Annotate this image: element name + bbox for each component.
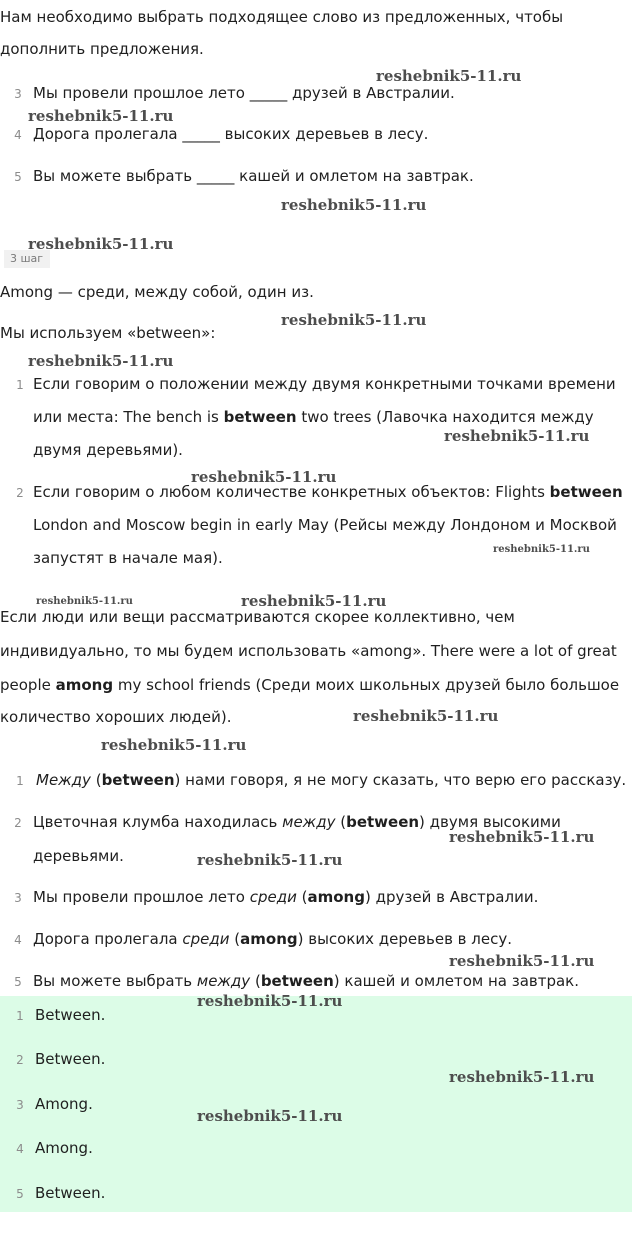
watermark: reshebnik5-11.ru	[191, 468, 337, 486]
rule-line: двумя деревьями).	[33, 441, 183, 459]
paragraph-line: people among my school friends (Среди моих школьных друзей было большое	[0, 676, 620, 694]
watermark: reshebnik5-11.ru	[197, 992, 343, 1010]
watermark: reshebnik5-11.ru	[493, 544, 590, 555]
watermark: reshebnik5-11.ru	[449, 952, 595, 970]
watermark: reshebnik5-11.ru	[197, 1107, 343, 1125]
solved-item: Дорога пролегала среди (among) высоких деревьев в лесу.	[33, 930, 512, 948]
between-intro: Мы используем «between»:	[0, 324, 216, 342]
watermark: reshebnik5-11.ru	[376, 67, 522, 85]
answer-number: 3	[16, 1098, 24, 1112]
task-item: Мы провели прошлое лето _____ друзей в Австралии.	[33, 84, 455, 102]
solved-item: Цветочная клумба находилась между (between) двумя высокими	[33, 813, 561, 831]
answer-item: Among.	[35, 1139, 93, 1157]
intro-line-1: Нам необходимо выбрать подходящее слово из предложенных, чтобы	[0, 8, 564, 26]
solved-item-continuation: деревьями.	[33, 847, 124, 865]
rule-line: Если говорим о любом количестве конкретных объектов: Flights between	[33, 483, 623, 501]
rule-line: запустят в начале мая).	[33, 549, 223, 567]
rule-line: или места: The bench is between two trees (Лавочка находится между	[33, 408, 594, 426]
answer-item: Between.	[35, 1006, 106, 1024]
answer-number: 2	[16, 1053, 24, 1067]
rule-line: London and Moscow begin in early May (Рейсы между Лондоном и Москвой	[33, 516, 617, 534]
answer-item: Between.	[35, 1050, 106, 1068]
solved-number: 3	[14, 891, 22, 905]
watermark: reshebnik5-11.ru	[281, 196, 427, 214]
answer-item: Between.	[35, 1184, 106, 1202]
answer-number: 1	[16, 1009, 24, 1023]
watermark: reshebnik5-11.ru	[353, 707, 499, 725]
rule-line: Если говорим о положении между двумя конкретными точками времени	[33, 375, 616, 393]
task-number: 3	[14, 87, 22, 101]
task-number: 4	[14, 128, 22, 142]
watermark: reshebnik5-11.ru	[449, 828, 595, 846]
solved-number: 4	[14, 933, 22, 947]
watermark: reshebnik5-11.ru	[197, 851, 343, 869]
watermark: reshebnik5-11.ru	[241, 592, 387, 610]
rule-number: 1	[16, 378, 24, 392]
task-item: Дорога пролегала _____ высоких деревьев в лесу.	[33, 125, 429, 143]
watermark: reshebnik5-11.ru	[449, 1068, 595, 1086]
solved-item: Мы провели прошлое лето среди (among) друзей в Австралии.	[33, 888, 539, 906]
watermark: reshebnik5-11.ru	[281, 311, 427, 329]
answer-number: 5	[16, 1187, 24, 1201]
answer-item: Among.	[35, 1095, 93, 1113]
watermark: reshebnik5-11.ru	[28, 107, 174, 125]
watermark: reshebnik5-11.ru	[444, 427, 590, 445]
watermark: reshebnik5-11.ru	[101, 736, 247, 754]
paragraph-line: количество хороших людей).	[0, 708, 232, 726]
paragraph-line: Если люди или вещи рассматриваются скорее коллективно, чем	[0, 608, 515, 626]
answer-block	[0, 996, 632, 1212]
task-number: 5	[14, 170, 22, 184]
intro-line-2: дополнить предложения.	[0, 40, 204, 58]
step-badge: 3 шаг	[4, 250, 50, 268]
task-item: Вы можете выбрать _____ кашей и омлетом на завтрак.	[33, 167, 474, 185]
solved-number: 2	[14, 816, 22, 830]
watermark: reshebnik5-11.ru	[28, 352, 174, 370]
watermark: reshebnik5-11.ru	[28, 235, 174, 253]
paragraph-line: индивидуально, то мы будем использовать «among». There were a lot of great	[0, 642, 617, 660]
solved-number: 1	[16, 774, 24, 788]
solved-item: Между (between) нами говоря, я не могу сказать, что верю его рассказу.	[36, 771, 627, 789]
solved-item: Вы можете выбрать между (between) кашей и омлетом на завтрак.	[33, 972, 580, 990]
watermark: reshebnik5-11.ru	[36, 596, 133, 607]
solved-number: 5	[14, 975, 22, 989]
answer-number: 4	[16, 1142, 24, 1156]
among-definition: Among — среди, между собой, один из.	[0, 283, 314, 301]
rule-number: 2	[16, 486, 24, 500]
